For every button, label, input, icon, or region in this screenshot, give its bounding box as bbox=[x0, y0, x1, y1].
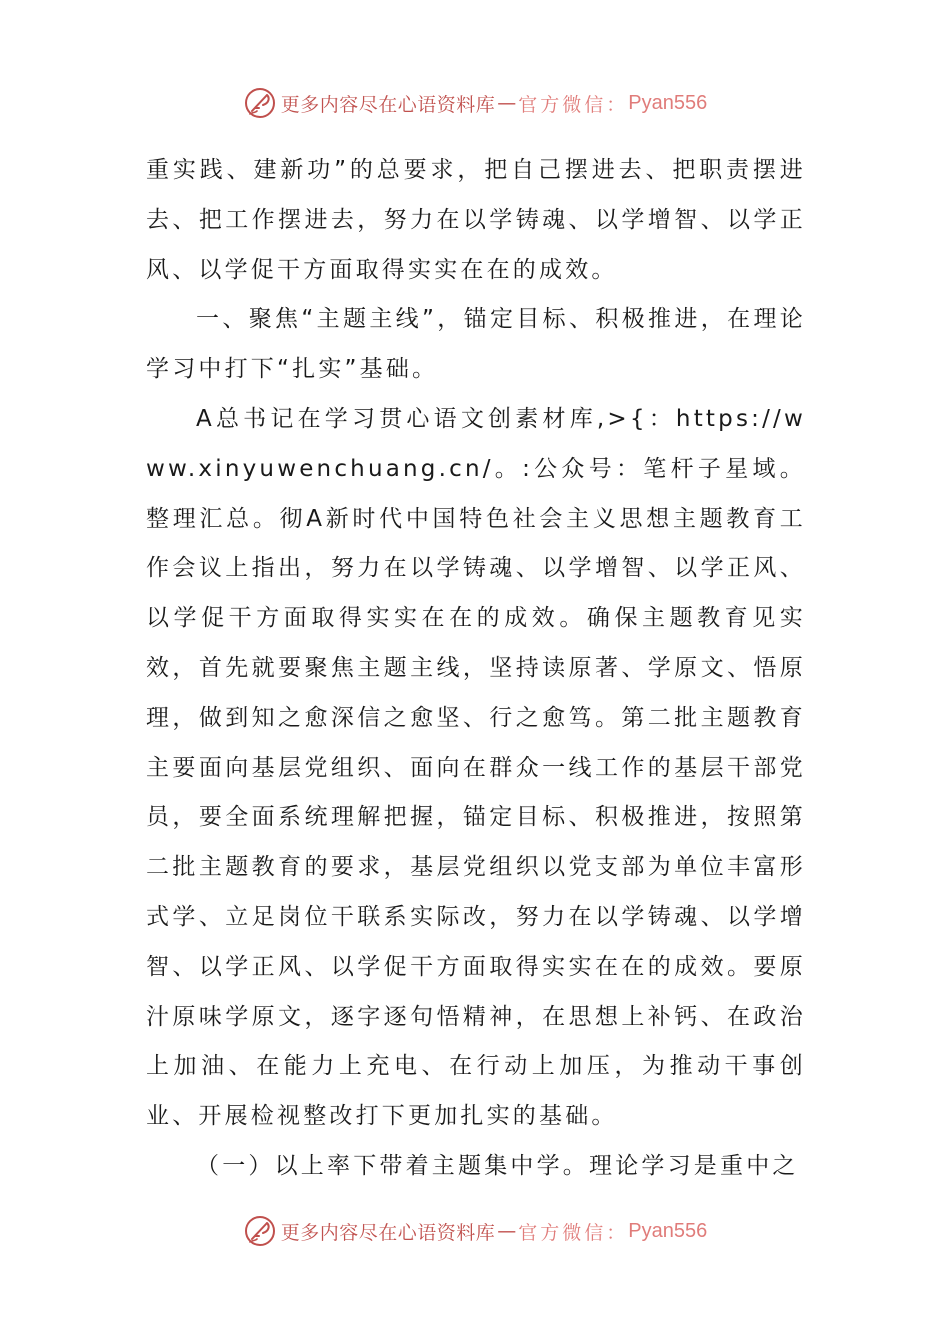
document-body bbox=[146, 146, 806, 1192]
banner-wechat-id: Pyan556 bbox=[628, 1219, 708, 1242]
quill-logo-icon bbox=[243, 86, 277, 120]
section-heading: 一、聚焦“主题主线”，锚定目标、积极推进，在理论学习中打下“扎实”基础。 bbox=[146, 306, 806, 383]
paragraph-continuation: 重实践、建新功”的总要求，把自己摆进去、把职责摆进去、把工作摆进去，努力在以学铸魂、以学增智、以学正风、以学促干方面取得实实在在的成效。 bbox=[146, 157, 806, 283]
banner-site-name: 更多内容尽在心语资料库 bbox=[280, 1221, 496, 1244]
footer-banner bbox=[0, 1211, 950, 1251]
header-banner bbox=[0, 83, 950, 123]
paragraph-main: A总书记在学习贯心语文创素材库,>{：https://www.xinyuwenchuang.cn/。:公众号：笔杆子星域。整理汇总。彻A新时代中国特色社会主义思想主题教育工作会议上指出，努力在以学铸魂、以学增智、以学正风、以学促干方面取得实实在在的成效。确保主题教育见实效，首先就要聚焦主题主线，坚持读原著、学原文、悟原理，做到知之愈深信之愈坚、行之愈笃。第二批主题教育主要面向基层党组织、面向在群众一线工作的基层干部党员，要全面系统理解把握，锚定目标、积极推进，按照第二批主题教育的要求，基层党组织以党支部为单位丰富形式学、立足岗位干联系实际改，努力在以学铸魂、以学增智、以学正风、以学促干方面取得实实在在的成效。要原汁原味学原文，逐字逐句悟精神，在思想上补钙、在政治上加油、在能力上充电、在行动上加压，为推动干事创业、开展检视整改打下更加扎实的基础。 bbox=[146, 405, 806, 1130]
subsection-heading: （一）以上率下带着主题集中学。理论学习是重中之 bbox=[196, 1152, 799, 1179]
banner-separator: — bbox=[497, 1220, 517, 1242]
banner-wechat-label: 官方微信： bbox=[518, 1221, 629, 1244]
banner-site-name: 更多内容尽在心语资料库 bbox=[280, 93, 496, 116]
quill-logo-icon bbox=[243, 1214, 277, 1248]
banner-wechat-label: 官方微信： bbox=[518, 93, 629, 116]
banner-wechat-id: Pyan556 bbox=[628, 91, 708, 114]
banner-separator: — bbox=[497, 92, 517, 114]
